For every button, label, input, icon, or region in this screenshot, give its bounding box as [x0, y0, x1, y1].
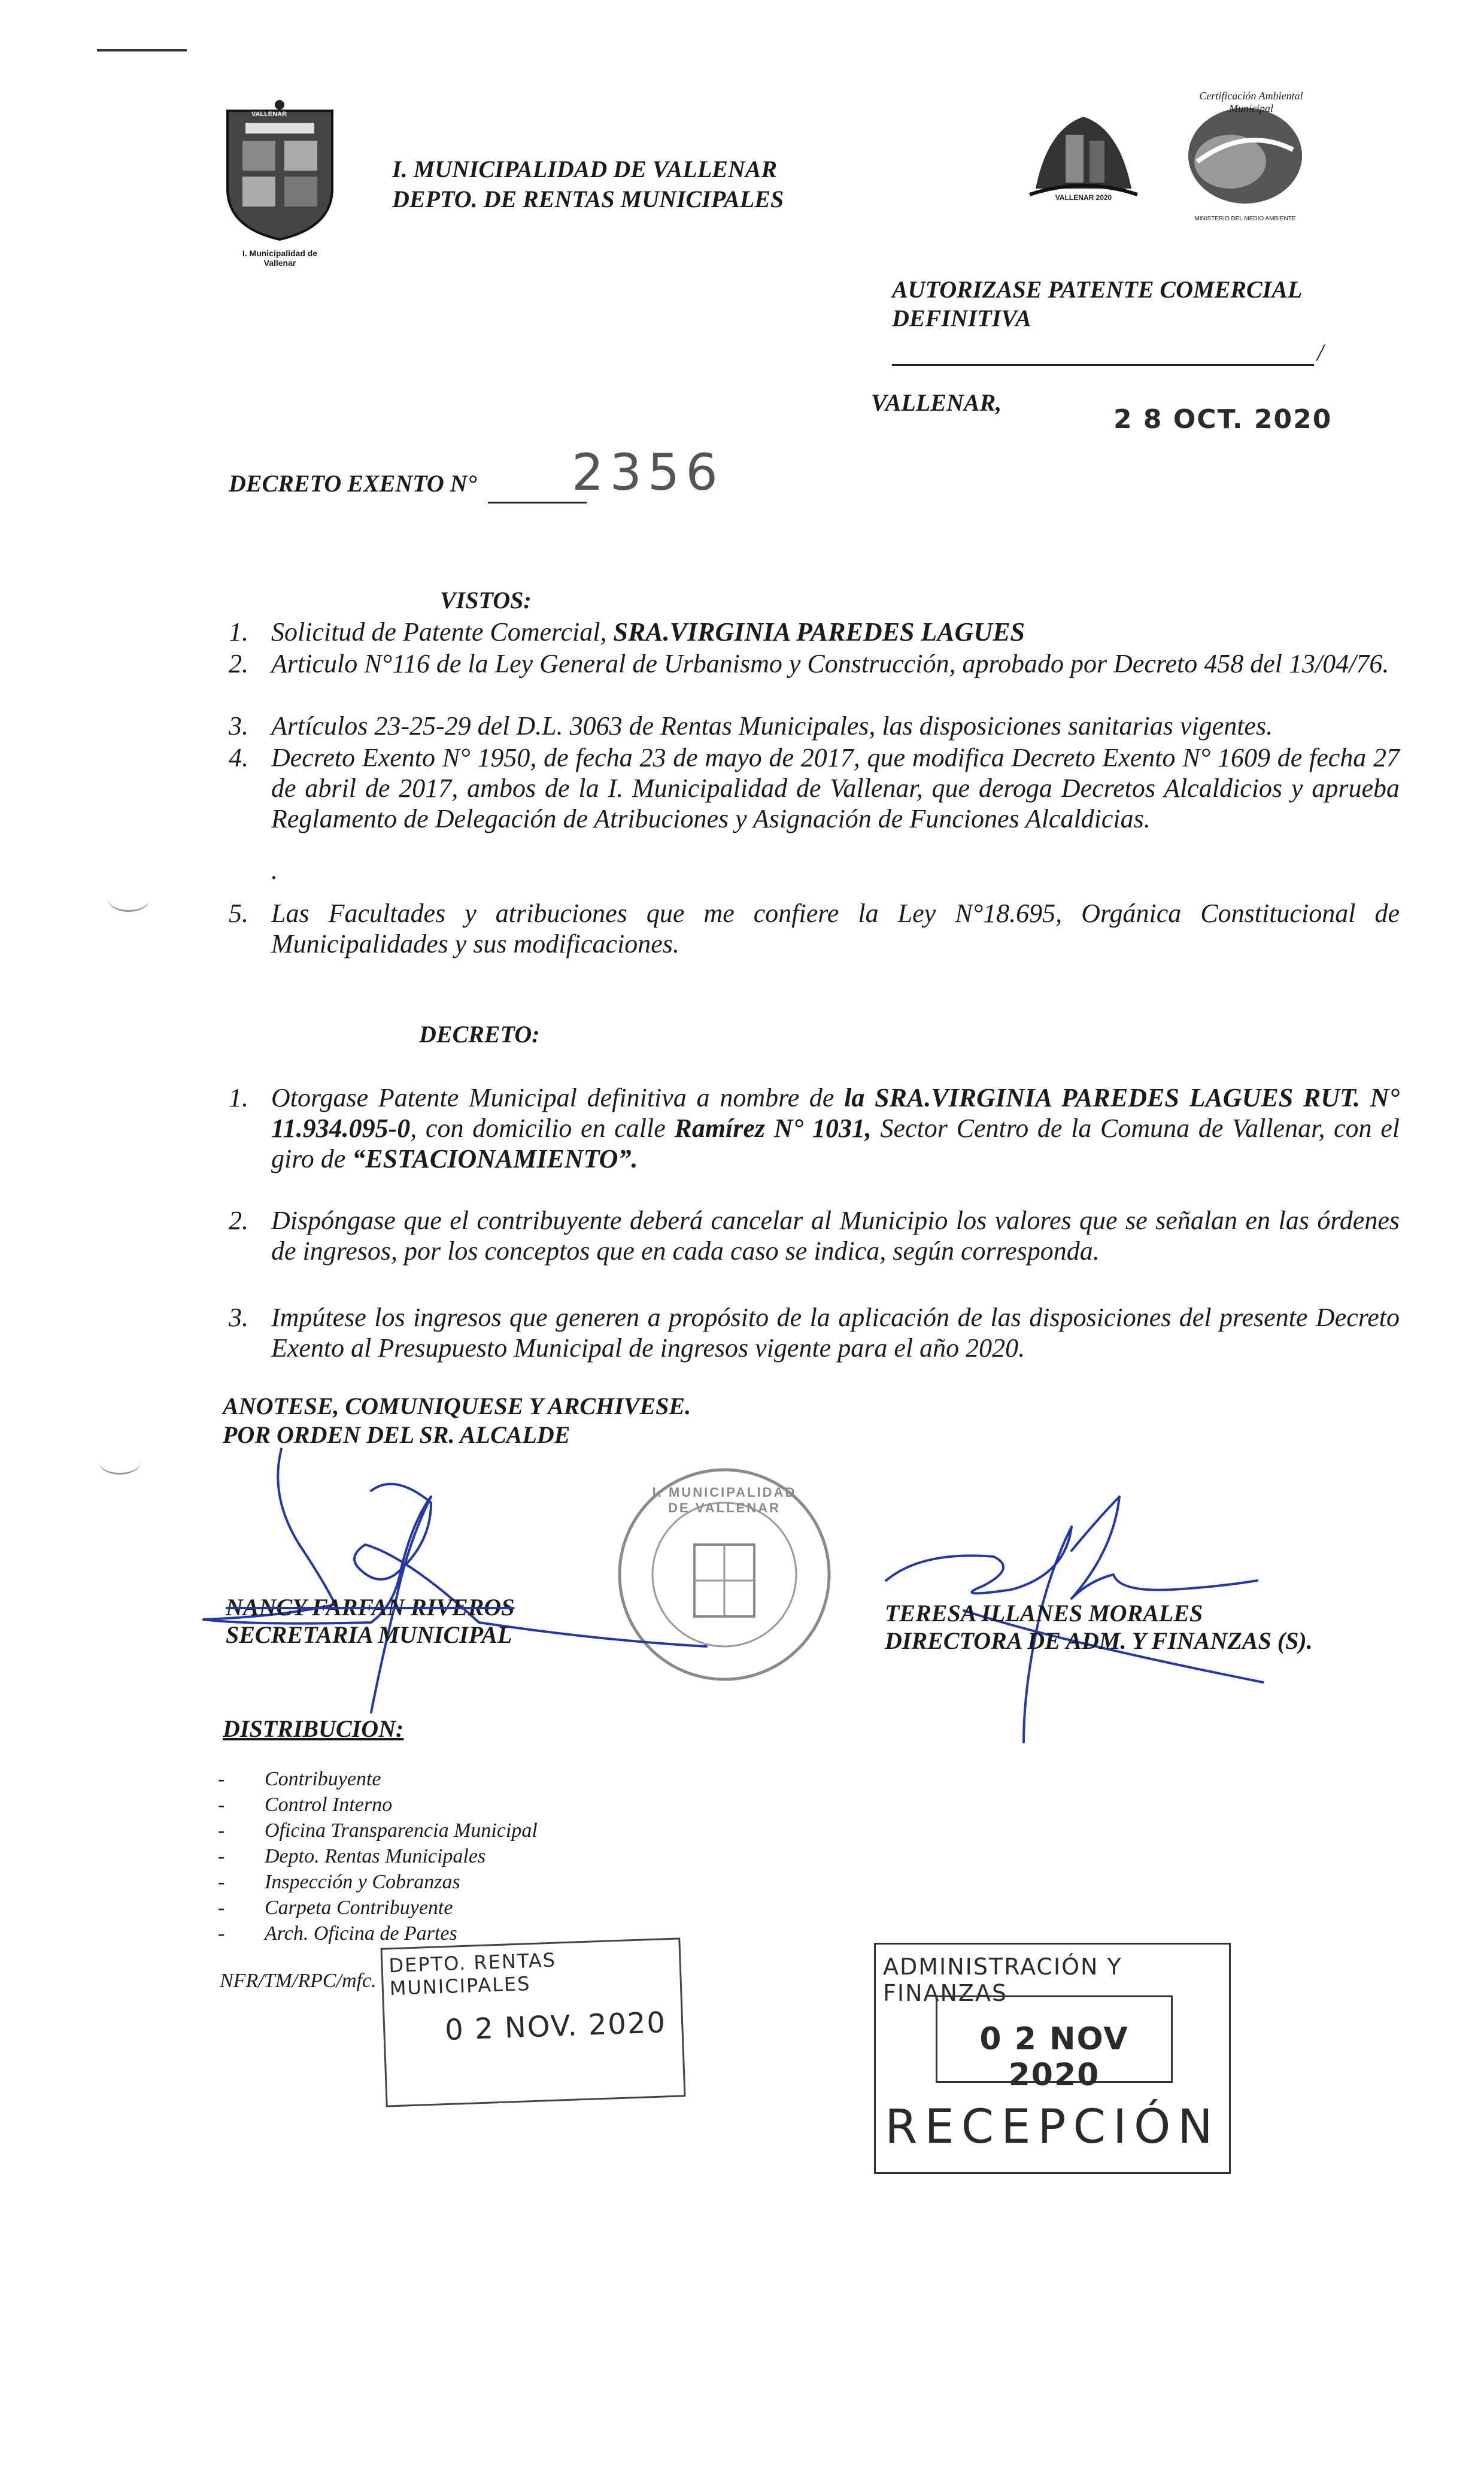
punch-hole [99, 1449, 141, 1475]
punch-hole [108, 886, 150, 912]
logo-caption [216, 248, 344, 268]
adm-stamp-title: ADMINISTRACIÓN Y FINANZAS [883, 1954, 1122, 2006]
decreto-1-activity: “ESTACIONAMIENTO”. [352, 1144, 638, 1173]
logo-caption-line1: I. Municipalidad de [242, 248, 318, 258]
vistos-1-applicant: SRA.VIRGINIA PAREDES LAGUES [613, 617, 1025, 647]
title-underline [892, 364, 1314, 366]
decreto-3-number: 3. [229, 1303, 248, 1332]
decree-number: 2356 [572, 443, 724, 502]
logo-caption-line2: Vallenar [263, 258, 296, 268]
signatory-left-title: SECRETARIA MUNICIPAL [226, 1621, 512, 1648]
signature-left [180, 1425, 718, 1724]
adm-finanzas-reception-stamp [874, 1943, 1231, 2174]
seal-text: I. MUNICIPALIDAD DE VALLENAR [652, 1485, 797, 1515]
vistos-1-number: 1. [229, 617, 248, 647]
decreto-heading: DECRETO: [419, 1021, 540, 1048]
decreto-1-number: 1. [229, 1083, 248, 1112]
municipal-shield-logo [216, 99, 344, 268]
distribution-heading: DISTRIBUCION: [223, 1715, 404, 1742]
distribution-item: - Depto. Rentas Municipales [265, 1843, 538, 1869]
department-name: DEPTO. DE RENTAS MUNICIPALES [392, 186, 784, 213]
decree-number-line [488, 502, 587, 504]
logo-banner: VALLENAR [251, 111, 287, 118]
vistos-1-pre: Solicitud de Patente Comercial, [271, 617, 614, 647]
initials: NFR/TM/RPC/mfc. [220, 1970, 377, 1992]
signatory-left [226, 1594, 514, 1649]
distribution-item: - Control Interno [265, 1792, 538, 1818]
vistos-3-text: Artículos 23-25-29 del D.L. 3063 de Rentas Municipales, las disposiciones sanitarias vigentes. [271, 711, 1273, 741]
distribution-item: - Contribuyente [265, 1766, 538, 1792]
vistos-5-text: Las Facultades y atribuciones que me confiere la Ley N°18.695, Orgánica Constitucional de Municipalidades y sus modificaciones. [271, 899, 1400, 959]
decreto-2-number: 2. [229, 1206, 248, 1235]
date-stamp: 2 8 OCT. 2020 [1113, 404, 1333, 435]
decree-label: DECRETO EXENTO N° [229, 470, 477, 497]
environmental-certification-logo [1173, 90, 1317, 233]
rentas-stamp-date: 0 2 NOV. 2020 [444, 2006, 667, 2048]
scan-mark [97, 49, 187, 51]
distribution-item: - Carpeta Contribuyente [265, 1895, 538, 1921]
vallenar-2020-logo [1024, 105, 1143, 222]
municipality-name: I. MUNICIPALIDAD DE VALLENAR [392, 156, 778, 183]
adm-stamp-footer: RECEPCIÓN [885, 2100, 1220, 2154]
signatory-left-name: NANCY FARFAN RIVEROS [226, 1594, 515, 1621]
city-label: VALLENAR, [871, 389, 1002, 416]
vistos-5-number: 5. [229, 899, 248, 928]
vistos-1-text [271, 617, 1400, 647]
vistos-4-number: 4. [229, 743, 248, 772]
signatory-right-title: DIRECTORA DE ADM. Y FINANZAS (S). [885, 1627, 1313, 1654]
vistos-3-number: 3. [229, 711, 248, 741]
decreto-2-text: Dispóngase que el contribuyente deberá cancelar al Municipio los valores que se señalan en las órdenes de ingresos, por los conceptos que en cada caso se indica, según corresponda. [271, 1206, 1400, 1266]
decreto-1-holder: la SRA.VIRGINIA PAREDES LAGUES RUT. N° 11.934.095-0 [271, 1083, 1400, 1143]
municipality-header [392, 154, 784, 214]
distribution-item: - Oficina Transparencia Municipal [265, 1818, 538, 1843]
title-line1: AUTORIZASE PATENTE COMERCIAL [892, 276, 1303, 303]
rentas-stamp-title: DEPTO. RENTAS MUNICIPALES [388, 1948, 557, 2000]
decreto-1-address: Ramírez N° 1031, [674, 1114, 872, 1143]
document-title [892, 275, 1302, 333]
title-slash: / [1317, 339, 1324, 366]
decreto-1-a: Otorgase Patente Municipal definitiva a nombre de [271, 1083, 845, 1112]
vistos-heading: VISTOS: [440, 587, 532, 614]
vistos-2-number: 2. [229, 649, 248, 678]
decreto-1-e: Sector Centro de la Comuna de Vallenar, con el giro de [271, 1114, 1400, 1173]
signatory-right-name: TERESA ILLANES MORALES [885, 1600, 1203, 1627]
vistos-2-text: Articulo N°116 de la Ley General de Urbanismo y Construcción, aprobado por Decreto 458 del 13/04/76. [271, 649, 1389, 678]
distribution-item: - Arch. Oficina de Partes [265, 1921, 538, 1946]
closing-line1: ANOTESE, COMUNIQUESE Y ARCHIVESE. [223, 1393, 691, 1419]
rentas-reception-stamp [381, 1937, 686, 2107]
city-logo-text: VALLENAR 2020 [1055, 193, 1112, 202]
adm-stamp-date-box [936, 1995, 1173, 2093]
signatory-right [885, 1600, 1313, 1655]
closing-line2: POR ORDEN DEL SR. ALCALDE [223, 1421, 570, 1448]
decreto-3-text: Impútese los ingresos que generen a propósito de la aplicación de las disposiciones del presente Decreto Exento al Presupuesto Municipal de ingresos vigente para el año 2020. [271, 1303, 1400, 1363]
title-line2: DEFINITIVA [892, 305, 1031, 332]
decreto-1-c: , con domicilio en calle [410, 1114, 675, 1143]
cert-footer: MINISTERIO DEL MEDIO AMBIENTE [1194, 216, 1296, 222]
distribution-list [265, 1766, 538, 1946]
cert-arc-text: Certificación Ambiental Municipal [1199, 90, 1303, 114]
adm-stamp-date: 0 2 NOV 2020 [979, 2021, 1129, 2093]
decreto-1-text [271, 1082, 1400, 1174]
vistos-4-text: Decreto Exento N° 1950, de fecha 23 de mayo de 2017, que modifica Decreto Exento N° 1609 de fecha 27 de abril de 2017, ambos de la I. Municipalidad de Vallenar, que deroga Decretos Alcaldicios y aprueba Reglamento de Delegación de Atribuciones y Asignación de Funciones Alcaldicias. [271, 743, 1400, 833]
distribution-item: - Inspección y Cobranzas [265, 1869, 538, 1895]
vistos-dot: . [271, 856, 278, 885]
